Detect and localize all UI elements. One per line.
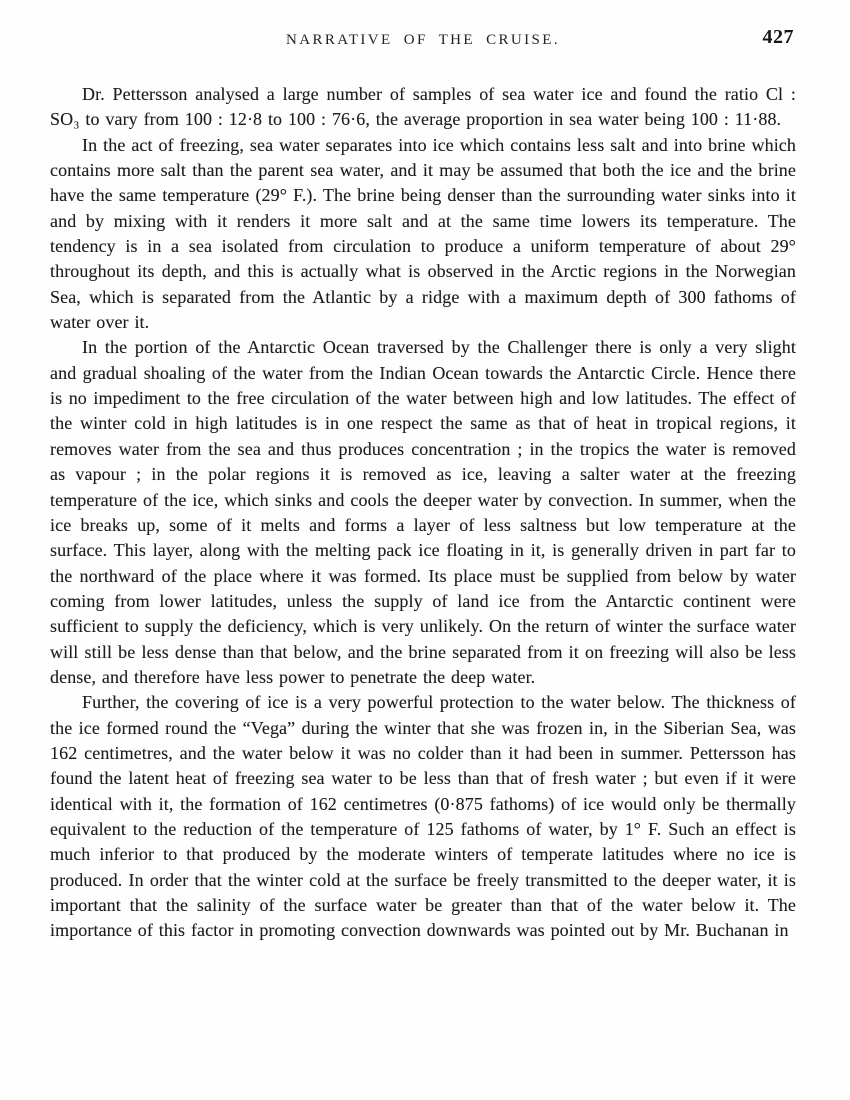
page-number: 427 xyxy=(762,26,794,48)
paragraph-freezing-brine: In the act of freezing, sea water separates into ice which contains less salt and into brine which contains more salt than the parent sea water, and it may be assumed that both the ice and the brine have the same temperature (29° F.). The brine being denser than the surrounding water sinks into it and by mixing with it renders it more salt and at the same time lowers its temperature. The tendency is in a sea isolated from circulation to produce a uniform temperature of about 29° throughout its depth, and this is actually what is observed in the Arctic regions in the Norwegian Sea, which is separated from the Atlantic by a ridge with a maximum depth of 300 fathoms of water over it. xyxy=(50,134,796,333)
paragraph-ice-protection: Further, the covering of ice is a very powerful protection to the water below. The thickness of the ice formed round the “Vega” during the winter that she was frozen in, in the Siberian Sea, was 162 centimetres, and the water below it was no colder than it had been in summer. Pettersson has found the latent heat of freezing sea water to be less than that of fresh water ; but even if it were identical with it, the formation of 162 centimetres (0·875 fathoms) of ice would only be thermally equivalent to the reduction of the temperature of 125 fathoms of water, by 1° F. Such an effect is much inferior to that produced by the moderate winters of temperate latitudes where no ice is produced. In order that the winter cold at the surface be freely transmitted to the deeper water, it is important that the salinity of the surface water be greater than that of the water below it. The importance of this factor in promoting convection downwards was pointed out by Mr. Buchanan in xyxy=(50,692,796,941)
page-header xyxy=(50,28,796,52)
paragraph-ratio-analysis: Dr. Pettersson analysed a large number of samples of sea water ice and found the ratio Cl : SO₃ to vary from 100 : 12·8 to 100 : 76·6, the average proportion in sea water being 100 : 11·88. xyxy=(50,84,796,130)
running-title: NARRATIVE OF THE CRUISE. xyxy=(285,32,561,48)
paragraph-antarctic-circulation: In the portion of the Antarctic Ocean traversed by the Challenger there is only a very slight and gradual shoaling of the water from the Indian Ocean towards the Antarctic Circle. Hence there is no impediment to the free circulation of the water between high and low latitudes. The effect of the winter cold in high latitudes is in one respect the same as that of heat in tropical regions, it removes water from the sea and thus produces concentration ; in the tropics the water is removed as vapour ; in the polar regions it is removed as ice, leaving a salter water at the freezing temperature of the ice, which sinks and cools the deeper water by convection. In summer, when the ice breaks up, some of it melts and forms a layer of less saltness but low temperature at the surface. This layer, along with the melting pack ice floating in it, is generally driven in part far to the northward of the place where it was formed. Its place must be supplied from below by water coming from lower latitudes, unless the supply of land ice from the Antarctic continent were sufficient to supply the deficiency, which is very unlikely. On the return of winter the surface water will still be less dense than that below, and the brine separated from it on freezing will also be less dense, and therefore have less power to penetrate the deep water. xyxy=(50,337,796,687)
page-body xyxy=(50,82,796,944)
